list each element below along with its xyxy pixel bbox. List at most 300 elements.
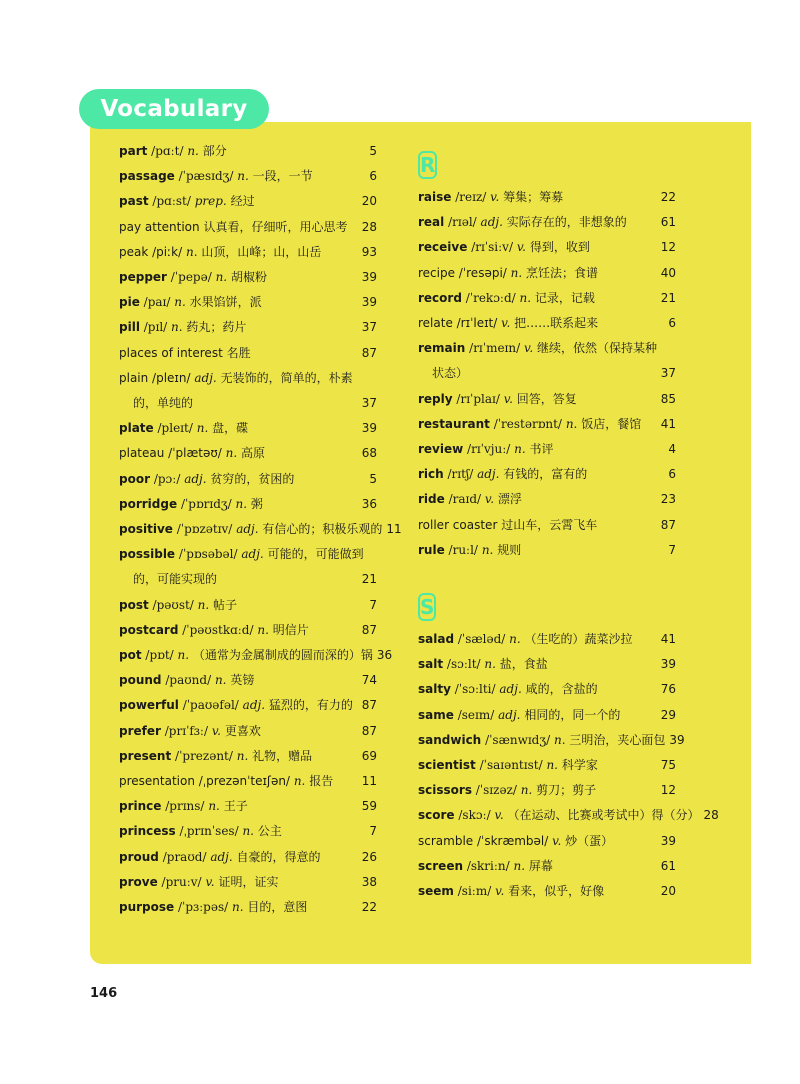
pronunciation: /pəʊst/ (152, 597, 194, 612)
vocab-entry (418, 829, 676, 854)
headword: salty (418, 682, 451, 697)
page-ref: 7 (369, 824, 377, 839)
page-ref: 6 (668, 467, 676, 482)
phrase: plain /pleɪn/ (119, 370, 191, 385)
meaning: 一段，一节 (252, 169, 313, 184)
meaning: 记录，记载 (534, 290, 595, 305)
vocab-entry (418, 677, 676, 702)
meaning: 咸的，含盐的 (525, 682, 598, 697)
page-ref: 11 (386, 522, 402, 537)
phrase: relate /rɪˈleɪt/ (418, 316, 498, 331)
entry-text (418, 311, 598, 336)
headword: score (418, 808, 455, 823)
entry-text (119, 416, 248, 441)
meaning: 剪刀；剪子 (536, 783, 597, 798)
page-ref: 20 (361, 194, 377, 209)
page-number: 146 (90, 986, 118, 1001)
page-ref: 39 (361, 295, 377, 310)
phrase: roller coaster (418, 517, 498, 532)
pronunciation: /raɪd/ (448, 492, 482, 507)
entry-text (119, 189, 255, 214)
pronunciation: /ˈsɪzəz/ (475, 783, 517, 798)
left-column (119, 139, 402, 920)
pronunciation: /pɑːst/ (152, 194, 191, 209)
headword: raise (418, 190, 452, 204)
entry-text (119, 819, 282, 844)
vocab-entry (119, 189, 377, 214)
meaning: 盐，食盐 (499, 657, 548, 672)
pronunciation: /pɔː/ (153, 471, 181, 486)
meaning: 明信片 (272, 622, 309, 637)
part-of-speech: n. (293, 774, 306, 789)
meaning: 可能的，可能做到 (267, 547, 364, 562)
pronunciation: /sɔːlt/ (446, 657, 481, 672)
part-of-speech: n. (481, 542, 494, 557)
vocab-entry (418, 728, 685, 753)
vocab-entry (119, 240, 377, 265)
vocab-entry (418, 854, 676, 879)
meaning: 药丸；药片 (186, 320, 247, 335)
pronunciation: /paʊnd/ (165, 673, 212, 688)
meaning: 筹集；筹募 (503, 190, 564, 204)
page-ref: 61 (660, 858, 676, 873)
pronunciation: /ruːl/ (448, 542, 478, 557)
part-of-speech: adj. (499, 682, 522, 697)
page-ref: 39 (660, 833, 676, 848)
vocab-entry (418, 261, 676, 286)
headword: princess (119, 824, 176, 839)
pronunciation: /rɪˈmeɪn/ (469, 341, 521, 356)
part-of-speech: n. (514, 442, 526, 457)
entry-text (119, 139, 227, 164)
page-ref: 74 (361, 673, 377, 688)
entry-text (418, 677, 598, 702)
vocab-entry (119, 265, 377, 290)
meaning: （在运动、比赛或考试中）得（分） (507, 808, 700, 823)
entry-text (418, 487, 522, 512)
meaning-continued: 状态） (432, 366, 469, 381)
meaning: 目的，意图 (247, 900, 308, 915)
page-ref: 37 (361, 396, 377, 411)
headword: same (418, 707, 454, 722)
meaning: 公主 (257, 824, 282, 839)
pronunciation: /pruːv/ (161, 874, 202, 889)
part-of-speech: n. (235, 496, 248, 511)
page-ref: 76 (660, 682, 676, 697)
page-ref: 26 (361, 849, 377, 864)
pronunciation: /ˈsaɪəntɪst/ (479, 758, 543, 773)
pronunciation: /rɪˈvjuː/ (467, 442, 511, 457)
page-ref: 40 (660, 265, 676, 280)
headword: restaurant (418, 416, 490, 431)
pronunciation: /pɪl/ (143, 320, 168, 335)
headword: pepper (119, 270, 167, 285)
entry-text (418, 753, 598, 778)
pronunciation: /ˈpɒrɪdʒ/ (180, 496, 232, 511)
entry-text (418, 185, 563, 210)
entry-text (119, 769, 333, 794)
part-of-speech: adj. (480, 215, 503, 230)
headword: seem (418, 884, 454, 899)
vocab-entry (119, 517, 402, 542)
pronunciation: /rɪˈplaɪ/ (456, 391, 500, 406)
entry-text (418, 829, 613, 854)
meaning: （生吃的）蔬菜沙拉 (524, 632, 633, 647)
headword: powerful (119, 698, 179, 713)
headword: proud (119, 849, 159, 864)
headword: salad (418, 632, 455, 647)
page-ref: 59 (361, 799, 377, 814)
vocab-entry (119, 315, 377, 340)
part-of-speech: n. (513, 858, 526, 873)
part-of-speech: adj. (194, 370, 217, 385)
pronunciation: /ˈpæsɪdʒ/ (178, 169, 234, 184)
pronunciation: /paɪ/ (143, 295, 171, 310)
vocab-entry (418, 336, 676, 386)
part-of-speech: adj. (242, 698, 266, 713)
headword: receive (418, 240, 468, 255)
page-ref: 39 (361, 270, 377, 285)
part-of-speech: v. (503, 391, 513, 406)
page-ref: 7 (369, 597, 377, 612)
entry-text (119, 265, 267, 290)
pronunciation: /ˈsɔːlti/ (454, 682, 496, 697)
meaning: 科学家 (561, 758, 598, 773)
pronunciation: /prɪns/ (165, 799, 205, 814)
vocab-entry (119, 845, 377, 870)
vocab-entry (119, 593, 377, 618)
page-ref: 39 (361, 421, 377, 436)
meaning: 有信心的；积极乐观的 (262, 522, 383, 537)
entry-text (119, 870, 278, 895)
part-of-speech: adj. (498, 707, 521, 722)
meaning: 报告 (309, 774, 334, 789)
headword: real (418, 215, 445, 230)
vocab-entry (119, 895, 377, 920)
vocab-entry (418, 627, 676, 652)
entry-text (418, 703, 620, 728)
part-of-speech: n. (215, 270, 228, 285)
pronunciation: /ˈprezənt/ (175, 748, 233, 763)
pronunciation: /ˈpɜːpəs/ (178, 900, 229, 915)
headword: purpose (119, 900, 175, 915)
headword: positive (119, 522, 173, 537)
meaning: 胡椒粉 (230, 270, 267, 285)
page-ref: 36 (376, 648, 393, 663)
vocab-entry (119, 164, 377, 189)
headword: review (418, 442, 464, 457)
part-of-speech: prep. (194, 194, 227, 209)
meaning: 烹饪法；食谱 (526, 265, 599, 280)
pronunciation: /ˈrestərɒnt/ (493, 416, 562, 431)
headword: passage (119, 169, 175, 184)
vocab-entry (418, 513, 676, 538)
headword: prefer (119, 723, 161, 738)
entry-text (119, 794, 248, 819)
vocab-entry (418, 286, 676, 311)
meaning-continued: 的，单纯的 (133, 396, 194, 411)
entry-text (418, 412, 641, 437)
headword: rich (418, 467, 444, 482)
part-of-speech: n. (197, 597, 210, 612)
page-ref: 41 (660, 632, 676, 647)
page-ref: 22 (660, 190, 676, 204)
entry-text (119, 693, 353, 718)
headword: prove (119, 874, 158, 889)
entry-text (418, 728, 665, 753)
headword: scientist (418, 758, 476, 773)
pronunciation: /ˈsæləd/ (457, 632, 506, 647)
vocab-entry (119, 441, 377, 466)
entry-text (119, 290, 262, 315)
entry-text (119, 315, 246, 340)
headword: rule (418, 542, 445, 557)
entry-text (418, 513, 597, 538)
part-of-speech: adj. (236, 522, 259, 537)
headword: prince (119, 799, 162, 814)
page-ref: 68 (361, 446, 377, 461)
part-of-speech: adj. (241, 547, 264, 562)
page-ref: 28 (361, 219, 377, 234)
entry-text (418, 778, 596, 803)
vocab-entry (119, 366, 377, 416)
meaning: 有钱的，富有的 (503, 467, 588, 482)
vocab-entry (119, 719, 377, 744)
meaning: 炒（蛋） (565, 833, 614, 848)
vocab-entry (119, 870, 377, 895)
entry-text (119, 467, 294, 492)
headword: salt (418, 657, 444, 672)
meaning: 王子 (223, 799, 248, 814)
entry-text (418, 235, 590, 260)
meaning: 得到，收到 (529, 240, 590, 255)
meaning: 贫穷的，贫困的 (210, 471, 295, 486)
entry-text (418, 854, 553, 879)
vocab-entry (119, 341, 377, 366)
meaning: 盘，碟 (212, 421, 249, 436)
meaning: 无装饰的，简单的，朴素 (220, 370, 353, 385)
entry-text (119, 517, 382, 542)
part-of-speech: v. (552, 833, 562, 848)
pronunciation: /skɔː/ (458, 808, 491, 823)
part-of-speech: n. (185, 244, 198, 259)
part-of-speech: v. (494, 808, 504, 823)
entry-text (119, 542, 364, 567)
page-ref: 5 (369, 144, 377, 158)
pronunciation: /ˈrekɔːd/ (465, 290, 516, 305)
meaning: 自豪的，得意的 (236, 849, 321, 864)
vocab-entry (418, 753, 676, 778)
entry-text (418, 627, 633, 652)
meaning: 高原 (241, 446, 266, 461)
right-column (418, 139, 719, 904)
headword: postcard (119, 622, 179, 637)
entry-text (119, 341, 251, 366)
vocab-entry (418, 437, 676, 462)
part-of-speech: v. (211, 723, 221, 738)
part-of-speech: v. (516, 240, 526, 255)
page-ref: 61 (660, 215, 676, 230)
part-of-speech: v. (484, 492, 495, 507)
part-of-speech: n. (510, 265, 523, 280)
page-ref: 37 (361, 320, 377, 335)
entry-text (119, 719, 261, 744)
headword: part (119, 144, 148, 158)
headword: pill (119, 320, 140, 335)
phrase: places of interest (119, 345, 223, 360)
headword: record (418, 290, 462, 305)
pronunciation: /seɪm/ (457, 707, 495, 722)
headword: remain (418, 341, 466, 356)
part-of-speech: n. (519, 290, 532, 305)
part-of-speech: n. (225, 446, 238, 461)
page-ref: 38 (361, 874, 377, 889)
vocab-entry (418, 879, 676, 904)
vocab-entry (119, 416, 377, 441)
page-ref: 6 (668, 316, 676, 331)
meaning: 饭店，餐馆 (581, 416, 642, 431)
part-of-speech: n. (208, 799, 220, 814)
headword: reply (418, 391, 453, 406)
entry-text (418, 336, 657, 361)
part-of-speech: n. (187, 144, 199, 158)
vocab-entry (119, 668, 377, 693)
entry-text (119, 845, 321, 870)
pronunciation: /ˈpəʊstkɑːd/ (182, 622, 254, 637)
page-ref: 20 (660, 884, 676, 899)
vocab-entry (119, 618, 377, 643)
meaning: 证明，证实 (218, 874, 279, 889)
page-ref: 39 (660, 657, 676, 672)
entry-text (418, 261, 598, 286)
meaning: 粥 (250, 496, 263, 511)
headword: possible (119, 547, 176, 562)
page-ref: 4 (668, 442, 676, 457)
entry-text (418, 652, 548, 677)
entry-text (119, 593, 237, 618)
pronunciation: /skriːn/ (466, 858, 510, 873)
page-ref: 12 (660, 240, 676, 255)
page-ref: 87 (361, 723, 377, 738)
meaning: 书评 (529, 442, 554, 457)
part-of-speech: n. (242, 824, 254, 839)
page-ref: 7 (668, 542, 676, 557)
meaning: 更喜欢 (224, 723, 261, 738)
pronunciation: /siːm/ (457, 884, 492, 899)
page-ref: 12 (660, 783, 676, 798)
vocab-entry (119, 744, 377, 769)
entry-text (119, 164, 313, 189)
page-ref: 69 (361, 748, 377, 763)
vocabulary-tab-title: Vocabulary (79, 89, 269, 129)
part-of-speech: adj. (210, 849, 233, 864)
page-ref: 6 (369, 169, 377, 184)
pronunciation: /ˌprɪnˈses/ (179, 824, 239, 839)
meaning: 规则 (497, 542, 522, 557)
vocab-entry (418, 412, 676, 437)
phrase: recipe /ˈresəpi/ (418, 265, 507, 280)
vocab-entry (418, 462, 676, 487)
part-of-speech: n. (257, 622, 269, 637)
meaning: 实际存在的，非想象的 (506, 215, 627, 230)
meaning: 过山车，云霄飞车 (501, 517, 598, 532)
vocab-entry (418, 235, 676, 260)
vocab-entry (418, 487, 676, 512)
headword: pot (119, 648, 142, 663)
headword: ride (418, 492, 445, 507)
part-of-speech: n. (174, 295, 186, 310)
pronunciation: /reɪz/ (455, 190, 487, 204)
vocab-entry (418, 778, 676, 803)
part-of-speech: adj. (477, 467, 500, 482)
page-ref: 41 (660, 416, 676, 431)
meaning: 名胜 (226, 345, 251, 360)
meaning: 礼物，赠品 (252, 748, 313, 763)
entry-text (119, 215, 347, 240)
part-of-speech: n. (237, 169, 249, 184)
page-ref: 22 (361, 900, 377, 915)
meaning: 屏幕 (528, 858, 553, 873)
vocab-entry (119, 215, 377, 240)
entry-text (418, 286, 595, 311)
meaning: 帖子 (213, 597, 238, 612)
meaning: 经过 (230, 194, 255, 209)
page-ref: 87 (660, 517, 676, 532)
phrase: plateau /ˈplætəʊ/ (119, 446, 222, 461)
part-of-speech: n. (484, 657, 496, 672)
page-ref: 85 (660, 391, 676, 406)
page-ref: 87 (361, 622, 377, 637)
entry-text (418, 437, 554, 462)
page-ref: 28 (703, 808, 719, 823)
headword: present (119, 748, 172, 763)
entry-text (119, 744, 312, 769)
part-of-speech: n. (554, 732, 566, 747)
part-of-speech: v. (205, 874, 215, 889)
vocab-entry (119, 290, 377, 315)
entry-text (119, 366, 353, 391)
pronunciation: /prɪˈfɜː/ (164, 723, 208, 738)
headword: plate (119, 421, 154, 436)
meaning: 英镑 (230, 673, 255, 688)
entry-text (119, 441, 265, 466)
headword: past (119, 194, 149, 209)
entry-text (119, 668, 254, 693)
vocab-entry (119, 542, 377, 592)
page-ref: 21 (660, 290, 676, 305)
part-of-speech: v. (524, 341, 534, 356)
phrase: pay attention (119, 219, 200, 234)
entry-text (418, 387, 577, 412)
headword: screen (418, 858, 463, 873)
headword: porridge (119, 496, 178, 511)
part-of-speech: n. (546, 758, 558, 773)
entry-text (119, 643, 373, 668)
pronunciation: /praʊd/ (162, 849, 207, 864)
pronunciation: /ˈpaʊəfəl/ (182, 698, 239, 713)
vocab-entry (119, 492, 377, 517)
part-of-speech: v. (490, 190, 500, 204)
pronunciation: /rɪˈsiːv/ (471, 240, 513, 255)
meaning: 山顶，山峰；山，山岳 (201, 244, 322, 259)
pronunciation: /pɑːt/ (151, 144, 184, 158)
pronunciation: /rɪəl/ (448, 215, 477, 230)
part-of-speech: n. (177, 648, 190, 663)
page-ref: 37 (660, 366, 676, 381)
meaning: 漂浮 (497, 492, 522, 507)
headword: pound (119, 673, 162, 688)
entry-text (418, 538, 521, 563)
